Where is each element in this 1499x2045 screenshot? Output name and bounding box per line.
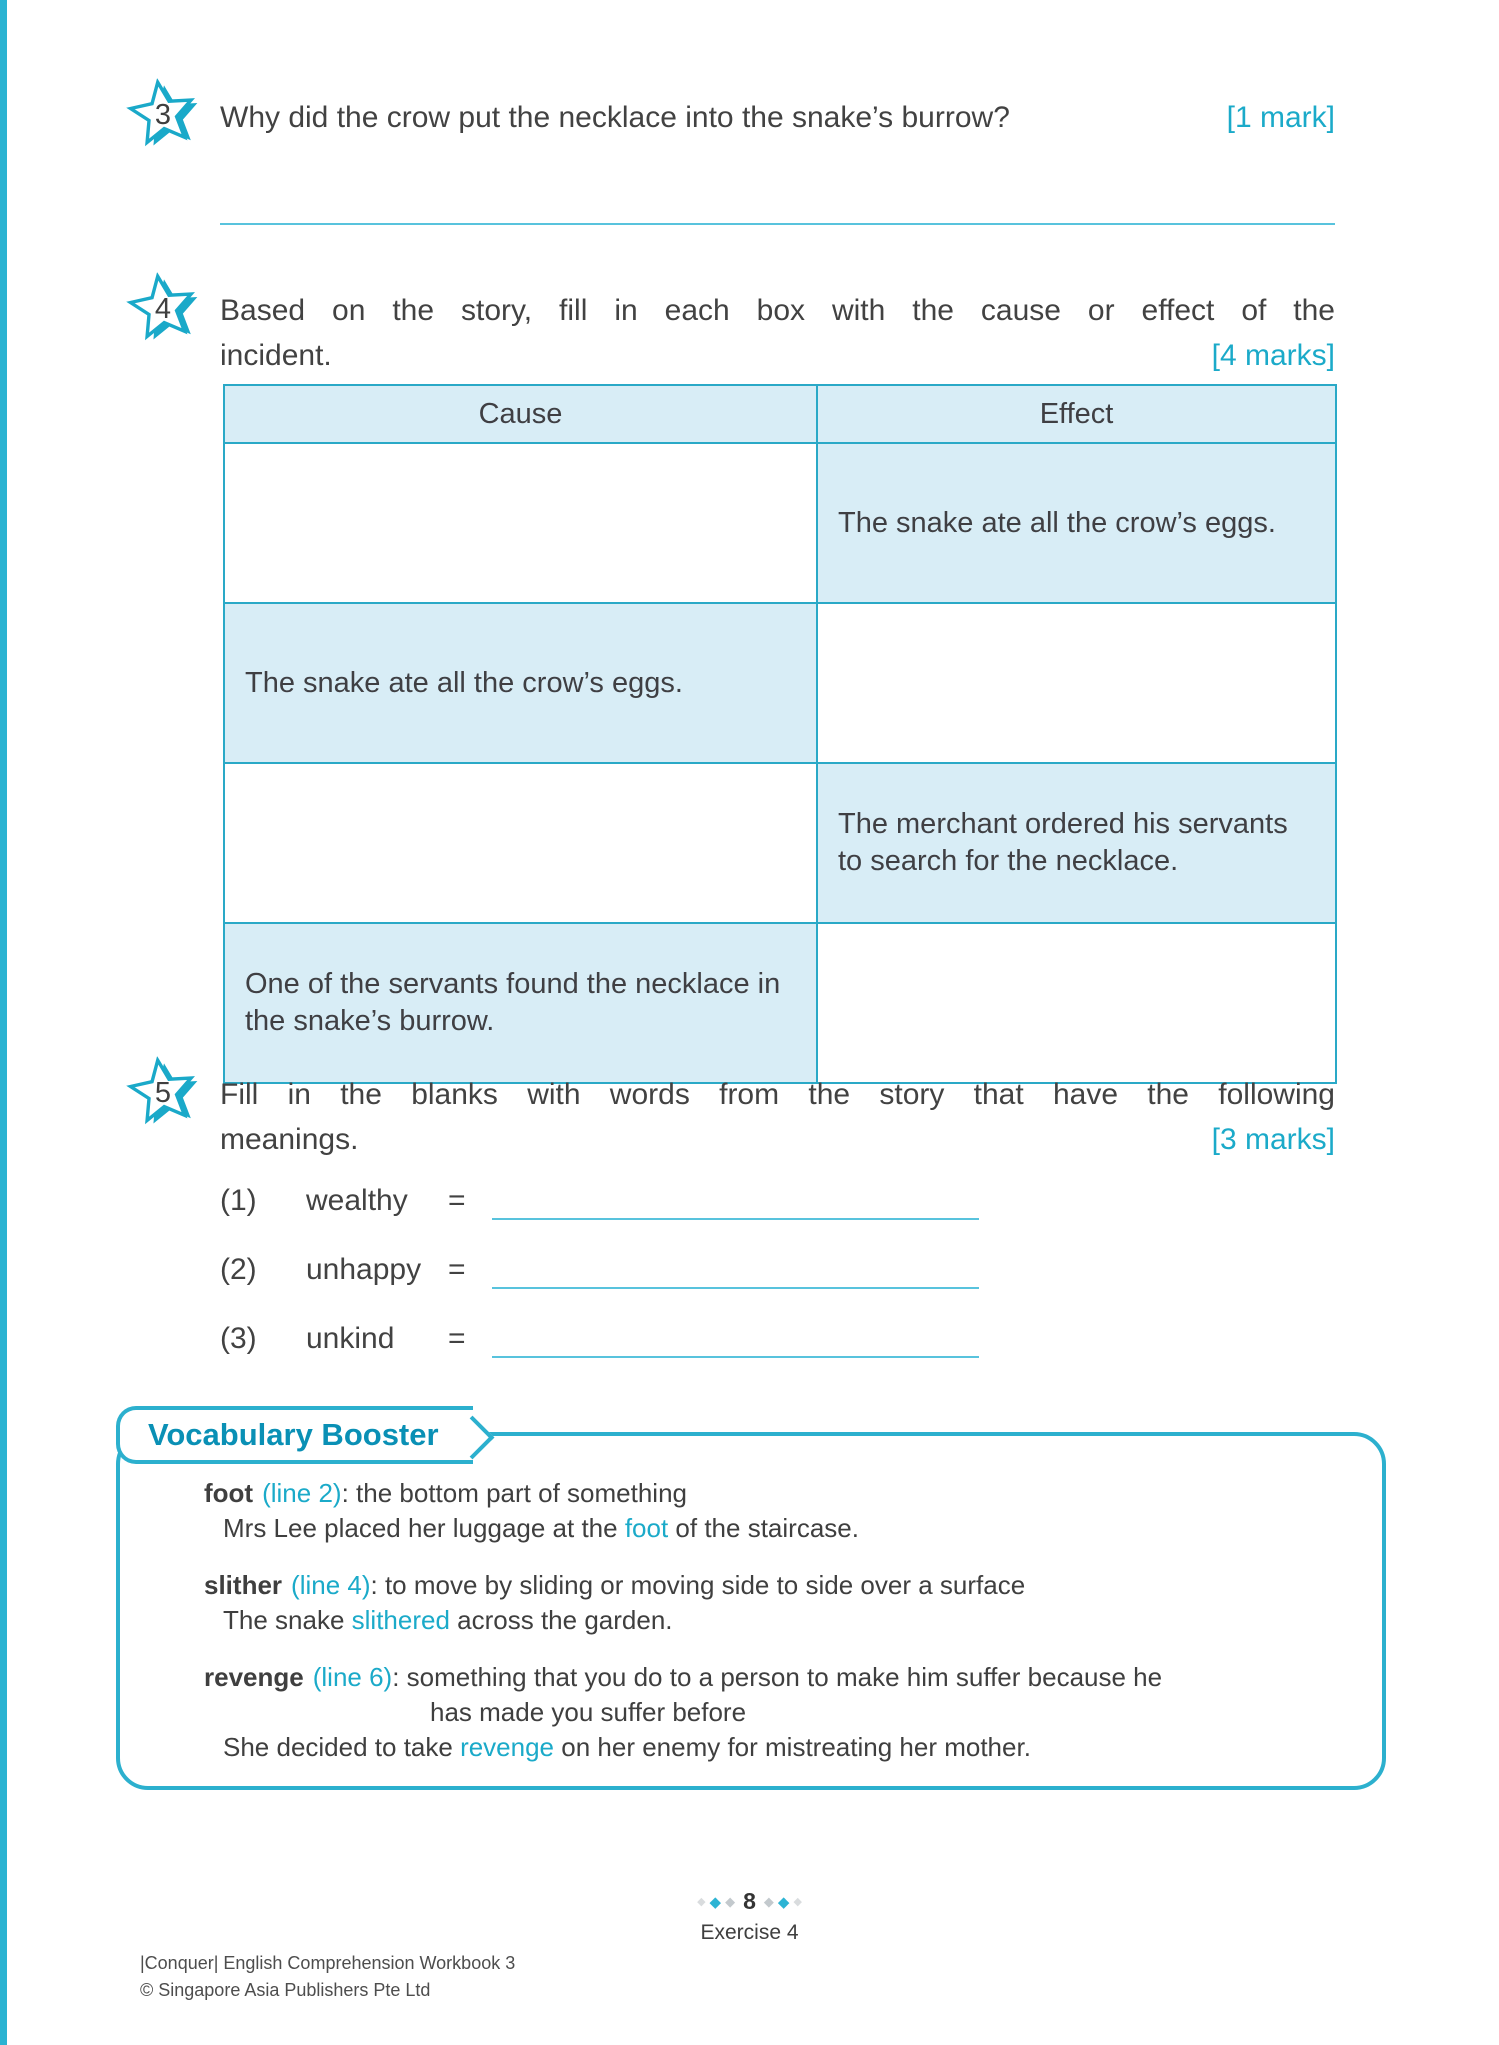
question-3-number: 3 <box>154 99 172 131</box>
cause-cell-4: One of the servants found the necklace in the snake’s burrow. <box>224 923 817 1083</box>
vocab-example-highlight: revenge <box>460 1732 555 1762</box>
table-row-3 <box>224 763 1336 923</box>
answer-blank-line <box>492 1184 979 1220</box>
item-number: (1) <box>220 1184 257 1217</box>
item-number: (2) <box>220 1253 257 1286</box>
vocabulary-booster-title: Vocabulary Booster <box>148 1417 439 1452</box>
exercise-label: Exercise 4 <box>700 1921 799 1944</box>
page-edge-strip <box>0 0 7 2045</box>
item-number: (3) <box>220 1322 257 1355</box>
vocab-line-ref: (line 4) <box>291 1570 371 1600</box>
question-4-text-line1: Based on the story, fill in each box with the cause or effect of the <box>220 294 1335 327</box>
vocab-example-highlight: slithered <box>351 1605 450 1635</box>
vocab-definition <box>204 1660 1342 1695</box>
vocab-example-highlight: foot <box>624 1513 669 1543</box>
vocab-word: slither <box>204 1570 283 1600</box>
question-3-answer-line <box>220 223 1335 225</box>
question-5 <box>127 1056 1335 1162</box>
vocab-definition <box>204 1476 1342 1511</box>
copyright: © Singapore Asia Publishers Pte Ltd <box>140 1980 431 2000</box>
answer-blank-line <box>492 1253 979 1289</box>
cause-cell-3 <box>224 763 817 923</box>
vocab-entry-revenge <box>204 1660 1342 1765</box>
vocab-definition-continued: has made you suffer before <box>430 1697 747 1727</box>
vocab-entry-slither <box>204 1568 1342 1638</box>
question-5-star-icon <box>127 1056 199 1126</box>
question-5-number: 5 <box>154 1077 172 1109</box>
fill-blank-item-2 <box>220 1253 979 1289</box>
item-word: unhappy <box>306 1253 422 1286</box>
effect-cell-1: The snake ate all the crow’s eggs. <box>817 443 1336 603</box>
diamond-ornament-icon: ◆ <box>725 1893 736 1909</box>
question-4-text-line2: incident. <box>220 339 332 372</box>
vocab-word: revenge <box>204 1662 304 1692</box>
vocab-example-prefix: She decided to take <box>223 1732 461 1762</box>
vocab-example <box>223 1511 1342 1546</box>
diamond-ornament-icon: ◆ <box>709 1893 722 1911</box>
question-4-marks: [4 marks] <box>1211 339 1335 372</box>
footer-center <box>0 1888 1499 1945</box>
vocabulary-booster-tab <box>116 1406 473 1464</box>
question-4-number: 4 <box>154 293 172 325</box>
fill-blank-item-1 <box>220 1184 979 1220</box>
diamond-ornament-icon: ◆ <box>697 1896 706 1908</box>
vocab-example <box>223 1603 1342 1638</box>
diamond-ornament-icon: ◆ <box>763 1893 774 1909</box>
vocab-line-ref: (line 2) <box>262 1478 342 1508</box>
effect-cell-2 <box>817 603 1336 763</box>
table-header-cause: Cause <box>224 385 817 443</box>
vocab-entry-foot <box>204 1476 1342 1546</box>
question-3-star-icon <box>127 78 199 148</box>
question-5-marks: [3 marks] <box>1211 1123 1335 1156</box>
question-3-text: Why did the crow put the necklace into the snake’s burrow? <box>220 101 1010 134</box>
item-word: wealthy <box>306 1184 408 1217</box>
question-3-marks: [1 mark] <box>1226 101 1335 134</box>
item-word: unkind <box>306 1322 395 1355</box>
vocab-example-suffix: across the garden. <box>449 1605 673 1635</box>
vocabulary-content <box>204 1476 1342 1787</box>
table-header-row <box>224 385 1336 443</box>
fill-blank-item-3 <box>220 1322 979 1358</box>
diamond-ornament-icon: ◆ <box>793 1896 802 1908</box>
page-number: 8 <box>743 1888 756 1914</box>
cause-effect-table <box>223 384 1337 1084</box>
equals-sign: = <box>448 1322 466 1355</box>
answer-blank-line <box>492 1322 979 1358</box>
equals-sign: = <box>448 1184 466 1217</box>
cause-cell-1 <box>224 443 817 603</box>
vocab-definition-text: : the bottom part of something <box>341 1478 687 1508</box>
diamond-ornament-icon: ◆ <box>777 1893 790 1911</box>
cause-cell-2: The snake ate all the crow’s eggs. <box>224 603 817 763</box>
vocab-definition <box>204 1568 1342 1603</box>
question-4-star-icon <box>127 272 199 342</box>
table-row-2 <box>224 603 1336 763</box>
question-5-text-line2: meanings. <box>220 1123 359 1156</box>
vocabulary-booster-box <box>116 1417 1386 1790</box>
footer-left <box>140 1950 515 2004</box>
question-4 <box>127 272 1335 378</box>
question-5-text-line1: Fill in the blanks with words from the story that have the following <box>220 1078 1335 1111</box>
vocab-definition-text: : something that you do to a person to make him suffer because he <box>392 1662 1163 1692</box>
equals-sign: = <box>448 1253 466 1286</box>
table-header-effect: Effect <box>817 385 1336 443</box>
vocab-example-prefix: Mrs Lee placed her luggage at the <box>223 1513 625 1543</box>
vocab-example-prefix: The snake <box>223 1605 352 1635</box>
vocab-word: foot <box>204 1478 254 1508</box>
question-5-items <box>220 1184 979 1391</box>
book-title: |Conquer| English Comprehension Workbook 3 <box>140 1953 516 1973</box>
table-row-1 <box>224 443 1336 603</box>
page-number-row <box>0 1888 1499 1915</box>
vocab-example <box>223 1730 1342 1765</box>
vocab-definition-text: : to move by sliding or moving side to side over a surface <box>370 1570 1026 1600</box>
question-3 <box>127 78 1335 140</box>
vocab-example-suffix: of the staircase. <box>668 1513 859 1543</box>
vocab-line-ref: (line 6) <box>312 1662 393 1692</box>
effect-cell-3: The merchant ordered his servants to search for the necklace. <box>817 763 1336 923</box>
vocab-example-suffix: on her enemy for mistreating her mother. <box>554 1732 1031 1762</box>
